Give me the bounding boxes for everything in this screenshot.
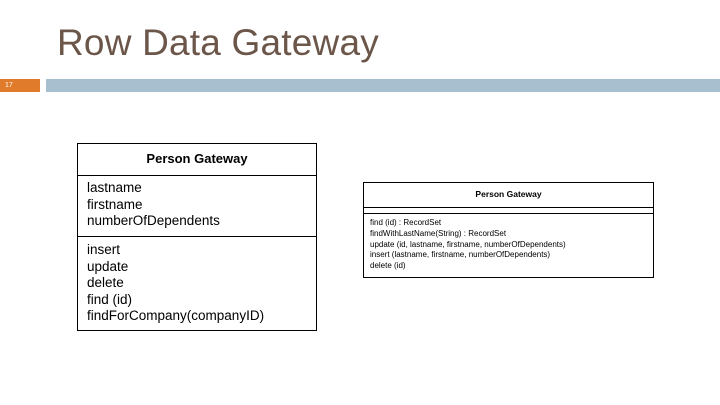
operation-item: delete (id) <box>370 261 406 271</box>
operation-item: find (id) : RecordSet <box>370 218 442 227</box>
operation-item: update (id, lastname, firstname, numberOfDependents) <box>370 239 566 249</box>
operation-item: delete <box>87 275 124 290</box>
uml-class-person-gateway-simple <box>77 143 317 331</box>
operation-item: insert <box>87 242 121 257</box>
class-operations <box>364 213 653 272</box>
slide-title: Row Data Gateway <box>57 22 379 63</box>
operation-item: find (id) <box>87 291 133 307</box>
class-name: Person Gateway <box>475 189 542 199</box>
attribute-item: lastname <box>87 180 142 195</box>
attribute-item: firstname <box>87 196 143 212</box>
class-name: Person Gateway <box>146 151 248 166</box>
operation-item: findWithLastName(String) : RecordSet <box>370 228 507 238</box>
operation-item: findForCompany(companyID) <box>87 308 265 323</box>
uml-class-person-gateway-detailed <box>363 182 654 278</box>
operation-item: insert (lastname, firstname, numberOfDependents) <box>370 250 551 260</box>
attribute-item: numberOfDependents <box>87 213 220 228</box>
operation-item: update <box>87 258 129 274</box>
class-attributes <box>78 175 316 236</box>
class-operations <box>78 236 316 325</box>
title-divider-bar <box>46 79 720 92</box>
page-number: 17 <box>0 79 40 92</box>
